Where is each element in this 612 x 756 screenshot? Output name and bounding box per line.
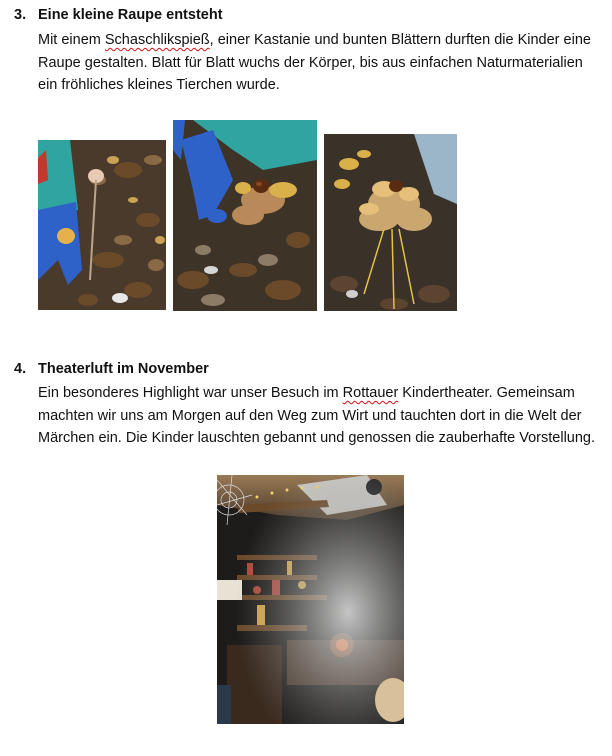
photo-child-with-stick xyxy=(38,140,166,310)
photo-theater-stage xyxy=(217,475,404,724)
section-3-heading: Eine kleine Raupe entsteht xyxy=(38,7,223,23)
section-4-heading: Theaterluft im November xyxy=(38,361,209,377)
section-3-paragraph xyxy=(38,29,603,97)
section-4-number: 4. xyxy=(14,361,27,377)
section-4-text-start: Ein besonderes Highlight war unser Besuch im xyxy=(38,385,343,401)
section-4-text-end: Kindertheater. Gemeinsam machten wir uns am Morgen auf den Weg zum Wirt und tauchten dort in die Welt der Märchen ein. Die Kinder lauschten gebannt und genossen die zauberhafte Vorstellung. xyxy=(38,385,596,446)
section-3-text-end: , einer Kastanie und bunten Blättern durften die Kinder eine Raupe gestalten. Blatt für Blatt wuchs der Körper, bis aus einfachen Naturmaterialien ein fröhliches kleines Tierchen wurde. xyxy=(38,32,591,93)
photo-chestnut-and-leaves xyxy=(173,120,317,311)
section-3-number: 3. xyxy=(14,7,27,23)
spellcheck-flagged-word[interactable]: Rottauer xyxy=(342,385,399,401)
section-4-paragraph xyxy=(38,382,603,450)
spellcheck-flagged-word[interactable]: Schaschlikspieß xyxy=(104,32,210,48)
photo-leaf-caterpillar xyxy=(324,134,457,311)
section-3-text-start: Mit einem xyxy=(38,32,105,48)
